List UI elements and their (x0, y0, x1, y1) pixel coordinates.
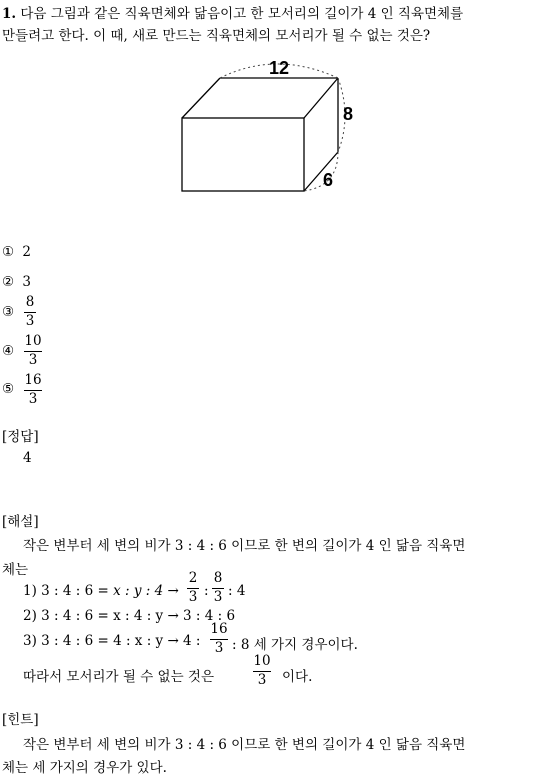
choice-4-marker[interactable]: ④ (2, 343, 15, 359)
choice-4-fraction[interactable]: 10 3 (24, 333, 42, 368)
hint-line-2: 체는 세 가지의 경우가 있다. (2, 760, 167, 776)
case-1-fraction-1: 2 3 (188, 570, 198, 605)
conclusion-suffix: 이다. (282, 669, 313, 685)
hint-header: [힌트] (2, 712, 39, 728)
conclusion-text: 따라서 모서리가 될 수 없는 것은 (23, 669, 214, 685)
choice-5-fraction[interactable]: 16 3 (24, 372, 42, 407)
case-3-text: 3) 3 : 4 : 6 = 4 : x : y → 4 : (23, 633, 201, 649)
choice-3-marker[interactable]: ③ (2, 304, 15, 320)
choice-1-value: 2 (22, 244, 31, 260)
explanation-line-2: 체는 (2, 562, 29, 578)
case-1-colon: : (204, 583, 209, 599)
choice-2[interactable] (2, 274, 31, 290)
cuboid-figure (176, 54, 362, 194)
case-3-fraction: 16 3 (210, 621, 228, 656)
conclusion-fraction: 10 3 (253, 653, 271, 688)
case-1-text: 1) 3 : 4 : 6 = x : y : 4 → (23, 583, 179, 599)
explanation-header: [해설] (2, 514, 39, 530)
choice-1-marker: ① (2, 244, 15, 260)
case-1-fraction-2: 8 3 (213, 570, 223, 605)
hint-line-1: 작은 변부터 세 변의 비가 3 : 4 : 6 이므로 한 변의 길이가 4 인 닮음 직육면 (23, 737, 466, 753)
case-1-suffix: : 4 (228, 583, 246, 599)
choice-5-marker[interactable]: ⑤ (2, 381, 15, 397)
question-number: 1. (2, 6, 17, 22)
case-3-suffix: : 8 세 가지 경우이다. (232, 637, 358, 653)
cuboid-front-face (182, 118, 304, 191)
choice-2-marker: ② (2, 274, 15, 290)
choice-2-value: 3 (22, 274, 31, 290)
choice-3-fraction[interactable]: 8 3 (25, 294, 35, 329)
label-depth: 6 (322, 170, 334, 190)
answer-value: 4 (23, 450, 32, 466)
question-line-1: 다음 그림과 같은 직육면체와 닮음이고 한 모서리의 길이가 4 인 직육면체를 (20, 6, 464, 22)
answer-header: [정답] (2, 429, 39, 445)
label-height: 8 (342, 104, 354, 124)
explanation-line-1: 작은 변부터 세 변의 비가 3 : 4 : 6 이므로 한 변의 길이가 4 인 닮음 직육면 (23, 538, 466, 554)
question-line-2: 만들려고 한다. 이 때, 새로 만드는 직육면체의 모서리가 될 수 없는 것은? (2, 28, 431, 44)
case-2-text: 2) 3 : 4 : 6 = x : 4 : y → 3 : 4 : 6 (23, 608, 236, 624)
choice-1[interactable] (2, 244, 31, 260)
question-text (2, 2, 463, 22)
label-length: 12 (268, 58, 290, 78)
